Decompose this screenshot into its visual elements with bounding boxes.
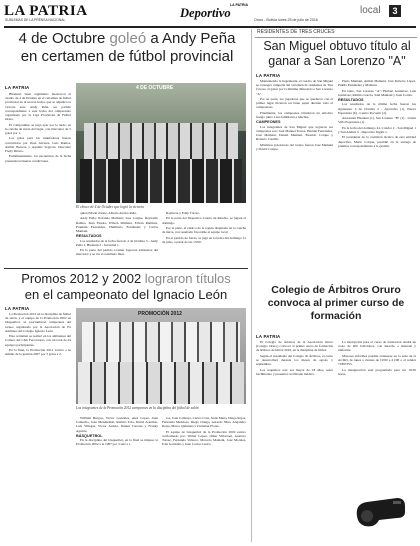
- headline: San Miguel obtuvo título al ganar a San Lorenzo "A": [263, 39, 411, 68]
- article-body-b: [338, 79, 416, 267]
- logo-tagline: SUBLEMAS DE LA PRENSA NACIONAL: [5, 18, 66, 22]
- headline: Colegio de Árbitros Oruro convoca al primer curso de formación: [267, 284, 405, 322]
- paragraph: ros, Joan Calizaya, Carlos Cruz, Jesús Mena, Diego Rojas, Fernando Mendoza, Diego Ortega, Gerardo Nina, Alejandro Rojas, Marco Quintana y Christian Flores.: [162, 416, 246, 429]
- paragraph: Mayores informes pueden obtenerse en la sede de la ACDO, de lunes a viernes de 19:00 a 21:00 o al celular 71897355.: [338, 353, 416, 367]
- players-row-front: [80, 159, 242, 203]
- byline: LA PATRIA: [5, 85, 30, 90]
- paragraph: Preliminarmente, los encuentros de la fecha presentaron buenas condiciones.: [5, 154, 71, 163]
- masthead: [4, 3, 416, 25]
- photo-caption: Los integrantes de la Promoción 2012 campeones en la disciplina del fútbol de salón: [76, 406, 199, 410]
- headline-rest: a Andy Peña: [150, 30, 236, 47]
- players-row-front: [78, 362, 244, 404]
- whistle-icon: [353, 490, 409, 530]
- team-photo: [76, 308, 246, 404]
- paragraph: El presidente de la comisión técnica de esta entidad deportiva, Mario Colque, presidió en la entrega de premios correspondientes a la gestión.: [338, 135, 416, 148]
- section-badge: [176, 3, 248, 20]
- paragraph: Rayberra y Eddy Tórrez.: [166, 211, 200, 215]
- date-line: Oruro - Bolivia lunes 25 de julio de 2016: [254, 18, 318, 22]
- paragraph: En la parte del Deportivo Cuarto de Rancho, se jugará el domingo.: [162, 216, 246, 225]
- byline: LA PATRIA: [256, 73, 281, 78]
- section-title: Deportivo: [180, 6, 231, 20]
- paragraph: Alexander Huanuni (1), San Lorenzo "B" (1) - Unión Villa Esperanza (1).: [338, 116, 416, 125]
- article-body: [5, 92, 71, 252]
- article-body-2: [76, 416, 158, 540]
- kicker-rule: [255, 37, 417, 38]
- paragraph: En la disciplina del básquetbol, en la final se impuso la Promoción 2002 a la 1997 por 3 sets a 1.: [76, 438, 158, 447]
- paragraph: Los goles para los triunfadores fueron convertidos por Jhon Alvarez, Luis Ramos, Aníbal Barrera y Aquiles Segovia. Descontó Fredy Rivera.: [5, 136, 71, 154]
- paragraph: Los resultados de la última fecha fueron los siguientes: 4 de Octubre 2 - Ayacucho (1), Nueva Esperanza (6) - Centro Porvenir (2).: [338, 102, 416, 115]
- headline-plain: Promos 2012 y 2002: [21, 271, 142, 286]
- photo-text: PROMOCIÓN 2012: [138, 311, 182, 317]
- photo-text: 4 DE OCTUBRE: [136, 85, 174, 91]
- headline-accent: lograron títulos: [144, 271, 231, 286]
- paragraph: La Promoción 2012 en la disciplina de fútbol de salón, y el equipo de la Promoción 2002 en básquetbol, se proclamaron campeones del torneo organizado por la Asociación de Ex Alumnos del Colegio Ignacio León.: [5, 312, 71, 333]
- paragraph: Los resultados de la fecha fueron: 4 de Octubre 5 - Andy Peña 1, Huanuni 2 - Juventud 1.: [76, 238, 158, 247]
- paragraph: Por la parte, el clásico de la región disputado en la cancha de tierra, con resultado favorable al equipo local.: [162, 225, 246, 235]
- photo-caption: El elenco de 4 de Octubre que logró la victoria: [76, 205, 144, 209]
- paragraph: Andy Peña: Rolando Mamani; Jose Colque, Reynaldo Ramos, Juan Fanola, Wilson Mamani, Edwin Ramirez, Franklin Fernández, Humberto Fernández y Carlos Mamani.: [76, 216, 158, 233]
- subhead: CAMPEONES: [256, 120, 281, 125]
- paragraph: En la final, la Promoción 2012 venció a su similar de la gestión 2007 por 3 goles a 2.: [5, 348, 71, 357]
- paragraph: Este certamen se realizó en los ambientes del Coliseo del Club Ferroviario, con un total de 24 equipos participantes.: [5, 334, 71, 347]
- team-photo: [76, 83, 246, 203]
- headline-line2: en certamen de fútbol provincial: [20, 48, 234, 65]
- paragraph: En el partido de fondo, se jugó en la fecha del domingo 31 de julio, a partir de las 15:00.: [162, 235, 246, 244]
- paragraph: El equipo de básquetbol de la Promoción 2002 estuvo conformado por: Walter López, Omar Villarroel, Gustavo Torrez, Fernando Velasco, Marcelo Mamani, José Morales, Iván Gonzáles y Juan Carlos Castro.: [162, 429, 246, 447]
- headline: [10, 30, 244, 66]
- article-4-de-octubre: [4, 29, 248, 267]
- headline-plain: 4 de Octubre: [18, 30, 106, 47]
- players-row-back: [84, 123, 238, 159]
- byline: LA PATRIA: [5, 306, 30, 311]
- paragraph: Máximos goleadores del torneo fueron José Mamani y David Colque.: [256, 142, 333, 151]
- paragraph: quien Edwin Zarate, Alberto Avalos Ruiz.: [80, 211, 137, 215]
- byline: LA PATRIA: [256, 334, 281, 339]
- paragraph: La inauguración está programada para las 19:30 horas.: [338, 367, 416, 376]
- kicker: RESIDENTES DE TRES CRUCES: [257, 29, 335, 35]
- paragraph: William Burgoa, Víctor Gonzales, Alex López, Juan Camacho, Jean Mendizábal, Ramiro Tola, David Aranibar, Luis Villegas, Víctor Arrieta, Daniel Cáceres y Franky Aguirre.: [76, 416, 158, 433]
- paragraph: Manteniendo la hegemonía, el cuadro de San Miguel se consagró campeón del certamen de residentes de Tres Cruces, al ganar por la mínima diferencia a San Lorenzo "A".: [256, 79, 333, 96]
- subhead: RESULTADOS: [338, 98, 364, 103]
- whistle-illustration: [353, 490, 409, 530]
- paragraph: El compromiso se jugó ayer por la tarde, en la cancha de tierra del lugar, con marcador de 5 goles por 1.: [5, 122, 71, 136]
- article-body-a: [256, 340, 333, 540]
- article-san-miguel: [255, 29, 417, 271]
- section-badge-top: LA PATRIA: [229, 3, 248, 7]
- players-row-back: [82, 322, 240, 362]
- paragraph: En la parte del partido Cramer lograron aduenarse del marcador y se vio el resultado final.: [76, 248, 158, 257]
- paragraph: En la fecha del domingo 24, Cóndor 2 - San Miguel 1 y San Andrés 3 - Deportivo Inglés 1.: [338, 125, 416, 134]
- paragraph: Según el presidente del Colegio de Árbitros, el curso se desarrollará durante los meses de agosto y septiembre.: [256, 353, 333, 367]
- paragraph: Por su parte, los jugadores que se quedaron con el primer lugar hicieron un buen papel durante todo el campeonato.: [256, 97, 333, 110]
- header-rule: [4, 26, 416, 28]
- paragraph: Finalmente, los campeones brindaron un emotivo festejo junto a sus familiares e hinchas.: [256, 110, 333, 119]
- article-body: [5, 312, 71, 540]
- paragraph: Los requisitos son: ser mayor de 18 años, tener bachillerato y presentar certificado médico.: [256, 367, 333, 376]
- article-body-3: [162, 211, 246, 263]
- headline-accent: goleó: [109, 30, 147, 47]
- headline: [8, 271, 244, 303]
- paragraph: La inscripción para el curso de formación tendrá un costo de 400 bolivianos, con derecho a material y uniforme.: [338, 340, 416, 353]
- logo-main: LA PATRIA: [4, 3, 88, 19]
- paragraph: Huanuni: buen argumento mostraron el cuadro de 4 de Octubre en el certamen de fútbol provincial de la tercera fecha, que se adjudicó la victoria ante Andy Peña, un partido correspondiente a esta fecha del campeonato organizado por la Liga Provincial de Fútbol Oruro.: [5, 92, 71, 122]
- article-body-a: [256, 79, 333, 267]
- section-label: local: [360, 5, 381, 16]
- page-number: 3: [389, 5, 401, 17]
- article-body-b: [338, 340, 416, 480]
- paragraph: Paulo Mamani, Aníbal Mamani, José Roberto López, Pinilla Fernández y Mamani.: [338, 79, 416, 88]
- paragraph: El Colegio de Árbitros de la Asociación Oruro (Colegio Oruro) convoca al primer curso de formación de árbitros de fútbol 2016, en la disciplina de fútbol.: [256, 340, 333, 353]
- subhead: RESULTADOS: [76, 234, 102, 239]
- headline-line2: en el campeonato del Ignacio León: [24, 287, 228, 302]
- article-body-3: [162, 416, 246, 540]
- paragraph: En tanto, San Lorenzo "A": Herbert Gutiérrez, Luis Gutiérrez, Ramiro García, Saúl Mamani y Juan Cortés.: [338, 88, 416, 97]
- column-divider: [251, 29, 252, 542]
- paragraph: Los integrantes de San Miguel que lograron ser campeones son: José Manuel Torrez, Hernán Fernández, José Mamani, Daniel Mamani, Eusebio Colque y Roberto Castillo.: [256, 124, 333, 142]
- article-body-2: [76, 211, 158, 263]
- subhead: BÁSQUETBOL: [76, 434, 103, 438]
- article-promos: [4, 270, 248, 542]
- section-divider: [4, 268, 248, 269]
- article-colegio-arbitros: [255, 272, 417, 542]
